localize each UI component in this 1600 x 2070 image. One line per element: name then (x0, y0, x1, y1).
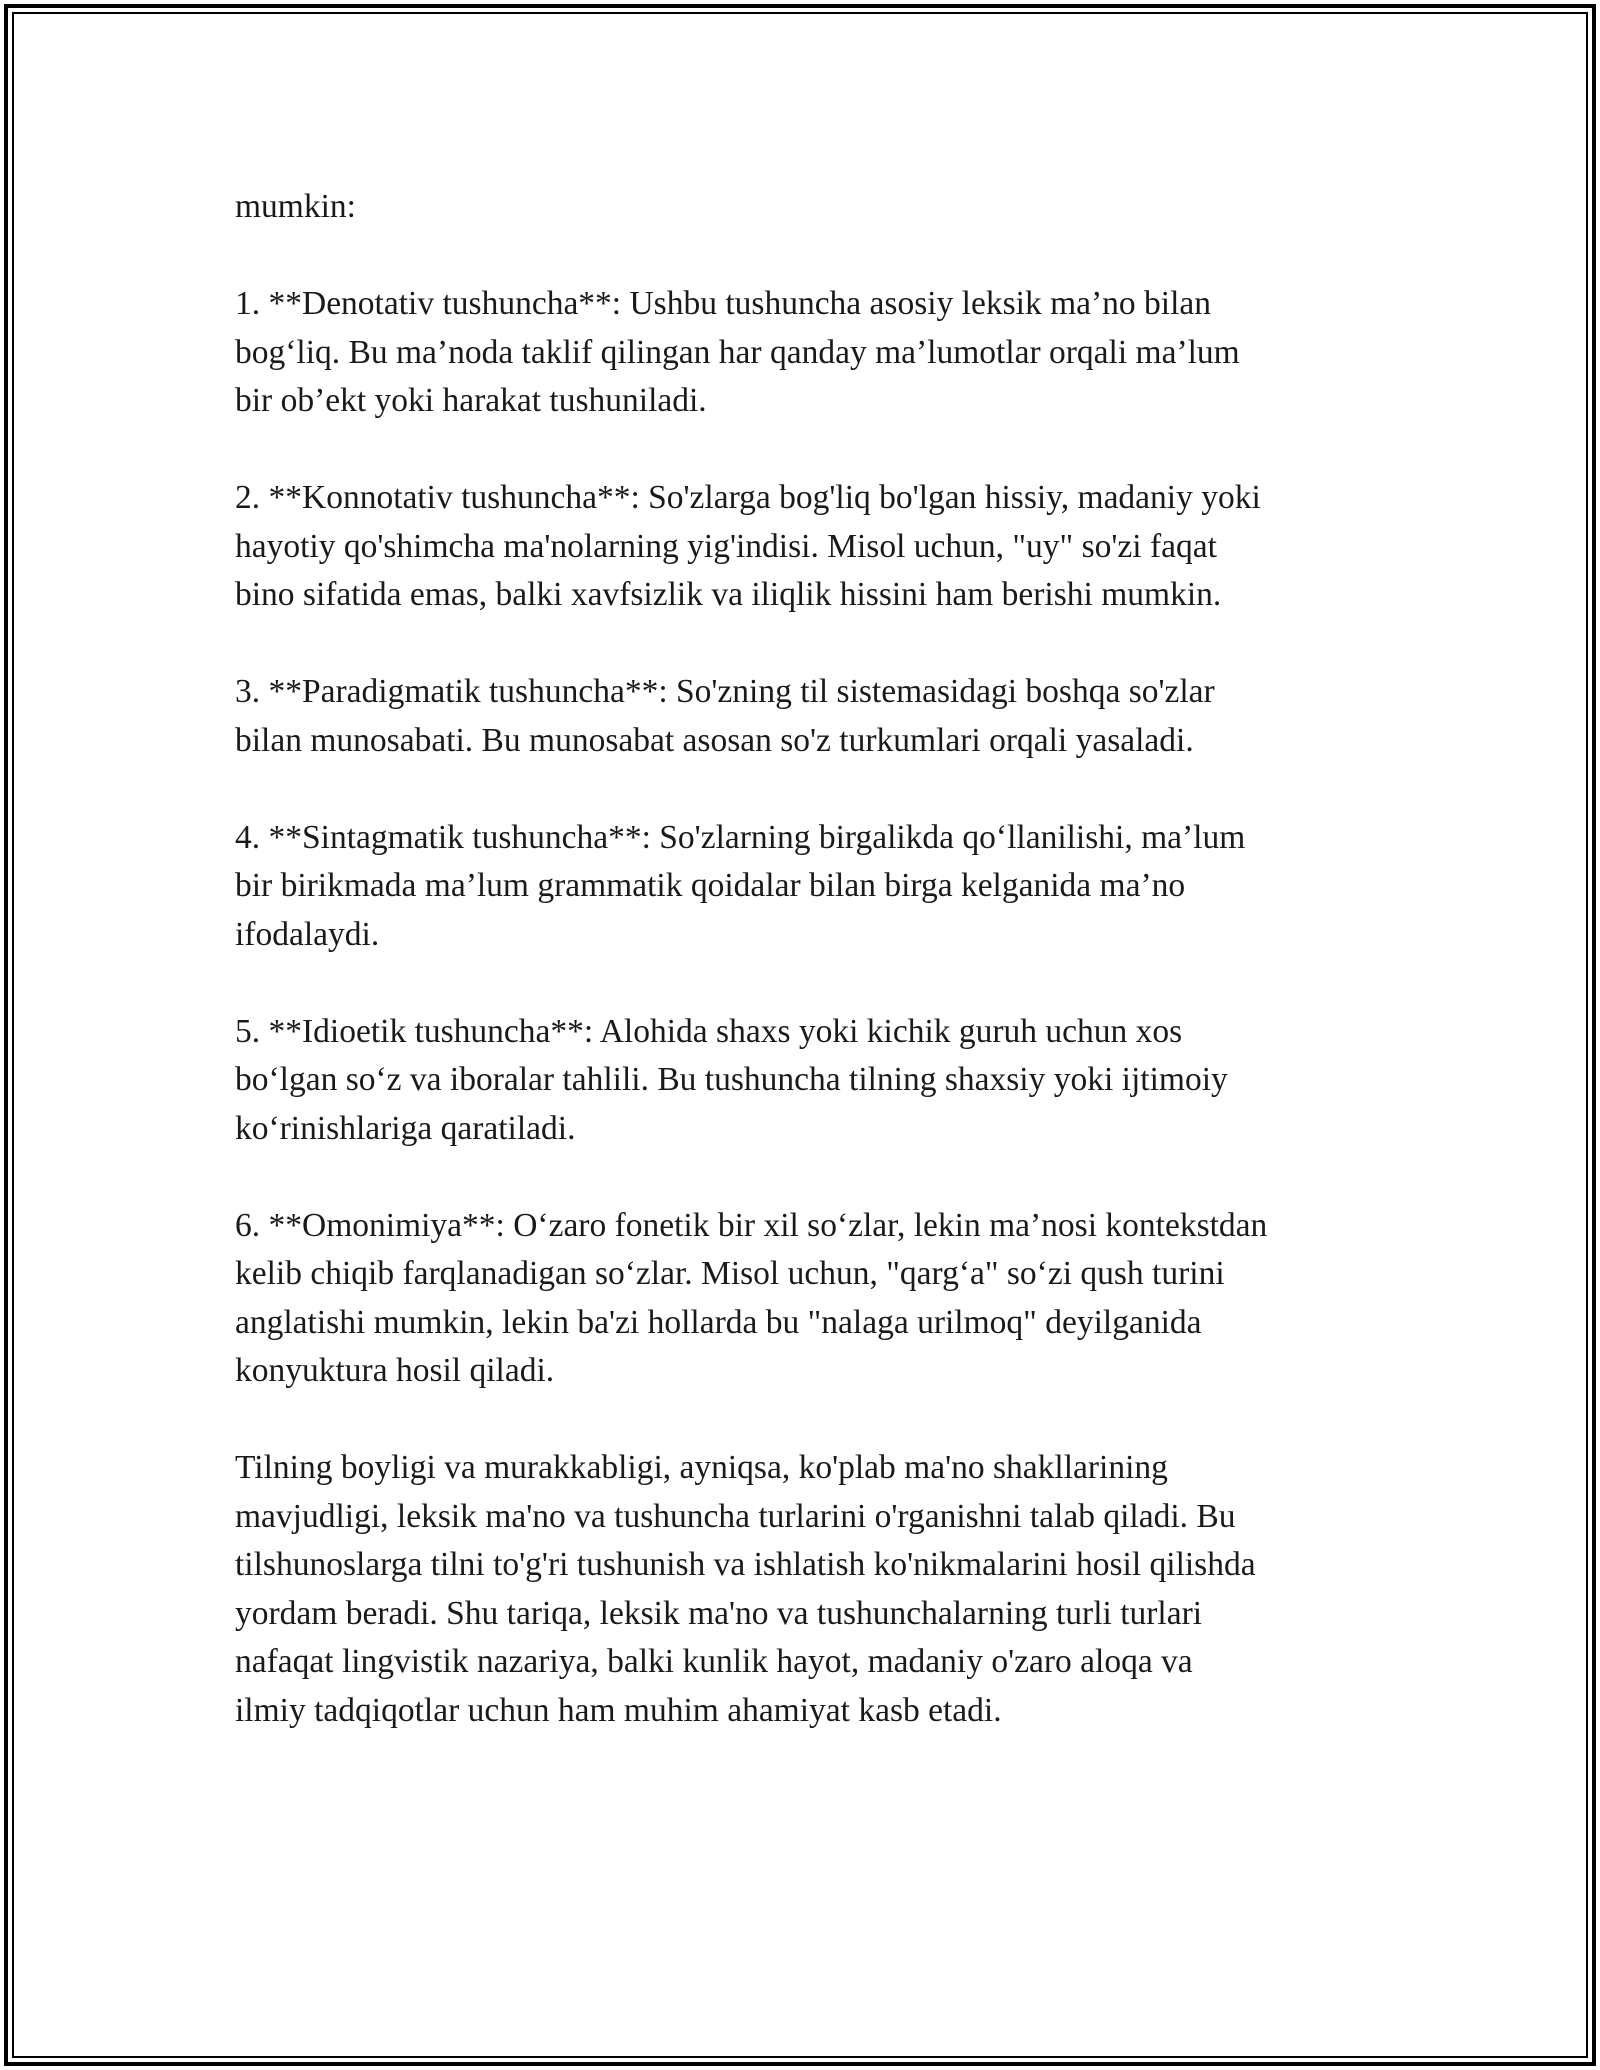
list-item-sintagmatik: 4. **Sintagmatik tushuncha**: So'zlarning birgalikda qo‘llanilishi, ma’lum bir birikmada ma’lum grammatik qoidalar bilan birga kelganida ma’no ifodalaydi. (235, 818, 1246, 953)
list-item-omonimiya: 6. **Omonimiya**: O‘zaro fonetik bir xil so‘zlar, lekin ma’nosi kontekstdan kelib chiqib farqlanadigan so‘zlar. Misol uchun, "qarg‘a" so‘zi qush turini anglatishi mumkin, lekin ba'zi hollarda bu "nalaga urilmoq" deyilganida konyuktura hosil qiladi. (235, 1206, 1268, 1389)
list-item-konnotativ: 2. **Konnotativ tushuncha**: So'zlarga bog'liq bo'lgan hissiy, madaniy yoki hayotiy qo'shimcha ma'nolarning yig'indisi. Misol uchun, "uy" so'zi faqat bino sifatida emas, balki xavfsizlik va iliqlik hissini ham berishi mumkin. (235, 479, 1261, 613)
list-item-denotativ: 1. **Denotativ tushuncha**: Ushbu tushuncha asosiy leksik ma’no bilan bog‘liq. Bu ma’noda taklif qilingan har qanday ma’lumotlar orqali ma’lum bir ob’ekt yoki harakat tushuniladi. (235, 285, 1240, 419)
document-body (235, 183, 1385, 1735)
paragraph-intro: mumkin: (235, 188, 356, 225)
list-item-paradigmatik: 3. **Paradigmatik tushuncha**: So'zning til sistemasidagi boshqa so'zlar bilan munosabati. Bu munosabat asosan so'z turkumlari orqali yasaladi. (235, 673, 1215, 759)
list-item-idioetik: 5. **Idioetik tushuncha**: Alohida shaxs yoki kichik guruh uchun xos bo‘lgan so‘z va iboralar tahlili. Bu tushuncha tilning shaxsiy yoki ijtimoiy ko‘rinishlariga qaratiladi. (235, 1012, 1228, 1147)
paragraph-conclusion: Tilning boyligi va murakkabligi, ayniqsa, ko'plab ma'no shakllarining mavjudligi, leksik ma'no va tushuncha turlarini o'rganishni talab qiladi. Bu tilshunoslarga tilni to'g'ri tushunish va ishlatish ko'nikmalarini hosil qilishda yordam beradi. Shu tariqa, leksik ma'no va tushunchalarning turli turlari nafaqat lingvistik nazariya, balki kunlik hayot, madaniy o'zaro aloqa va ilmiy tadqiqotlar uchun ham muhim ahamiyat kasb etadi. (235, 1449, 1256, 1729)
